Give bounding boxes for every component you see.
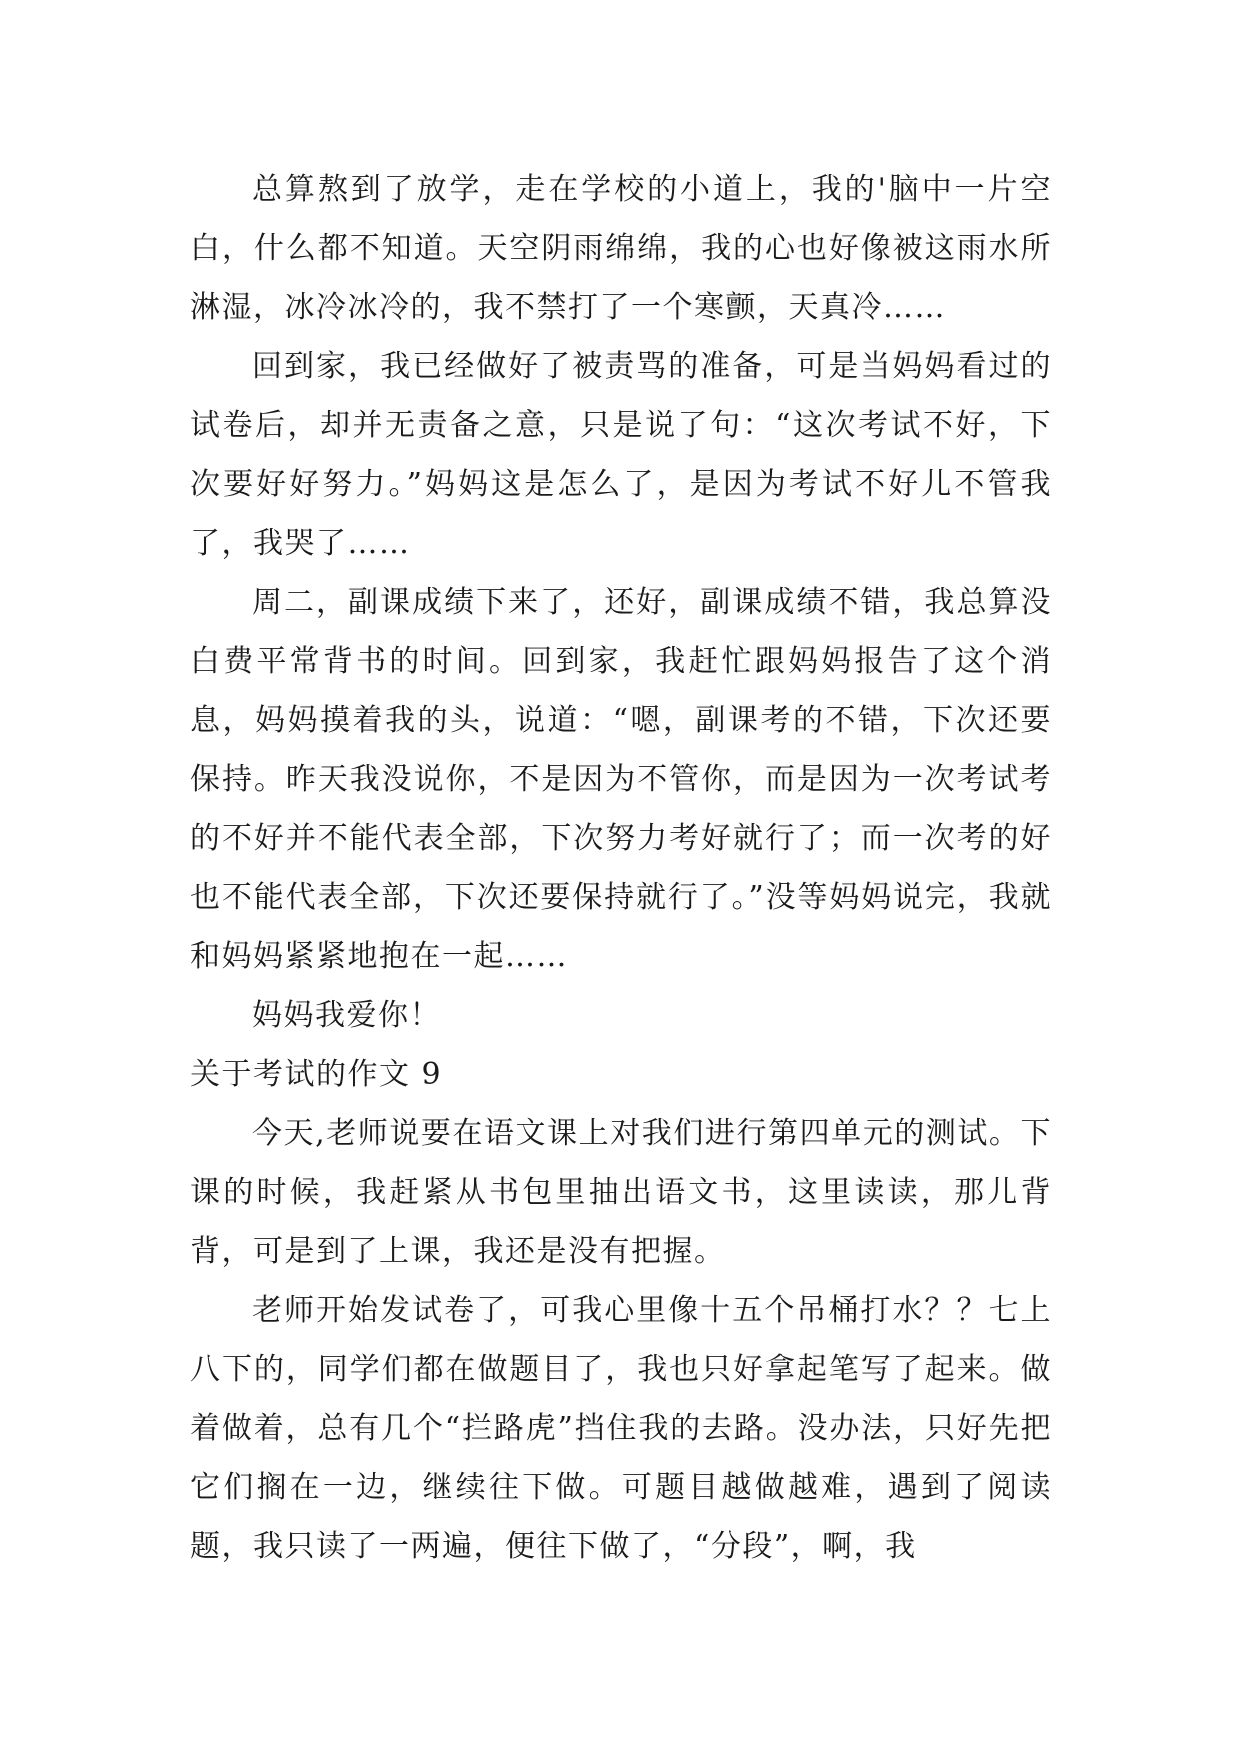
paragraph-test-announcement: 今天,老师说要在语文课上对我们进行第四单元的测试。下课的时候，我赶紧从书包里抽出语文书，这里读读，那儿背背，可是到了上课，我还是没有把握。	[190, 1116, 1052, 1269]
paragraph-tuesday-results: 周二，副课成绩下来了，还好，副课成绩不错，我总算没白费平常背书的时间。回到家，我赶忙跟妈妈报告了这个消息，妈妈摸着我的头，说道：“嗯，副课考的不错，下次还要保持。昨天我没说你，不是因为不管你，而是因为一次考试考的不好并不能代表全部，下次努力考好就行了；而一次考的好也不能代表全部，下次还要保持就行了。”没等妈妈说完，我就和妈妈紧紧地抱在一起……	[190, 585, 1052, 974]
section-title: 关于考试的作文 9	[190, 1057, 443, 1092]
paragraph-taking-test: 老师开始发试卷了，可我心里像十五个吊桶打水？？七上八下的，同学们都在做题目了，我也只好拿起笔写了起来。做着做着，总有几个“拦路虎”挡住我的去路。没办法，只好先把它们搁在一边，继续往下做。可题目越做越难，遇到了阅读题，我只读了一两遍，便往下做了，“分段”，啊，我	[190, 1293, 1052, 1564]
paragraph-back-home: 回到家，我已经做好了被责骂的准备，可是当妈妈看过的试卷后，却并无责备之意，只是说了句：“这次考试不好，下次要好好努力。”妈妈这是怎么了，是因为考试不好儿不管我了，我哭了……	[190, 349, 1052, 561]
document-body	[190, 160, 1052, 1576]
paragraph-after-school: 总算熬到了放学，走在学校的小道上，我的'脑中一片空白，什么都不知道。天空阴雨绵绵，我的心也好像被这雨水所淋湿，冰冷冰冷的，我不禁打了一个寒颤，天真冷……	[190, 172, 1052, 325]
paragraph-love-mom: 妈妈我爱你！	[252, 998, 441, 1033]
